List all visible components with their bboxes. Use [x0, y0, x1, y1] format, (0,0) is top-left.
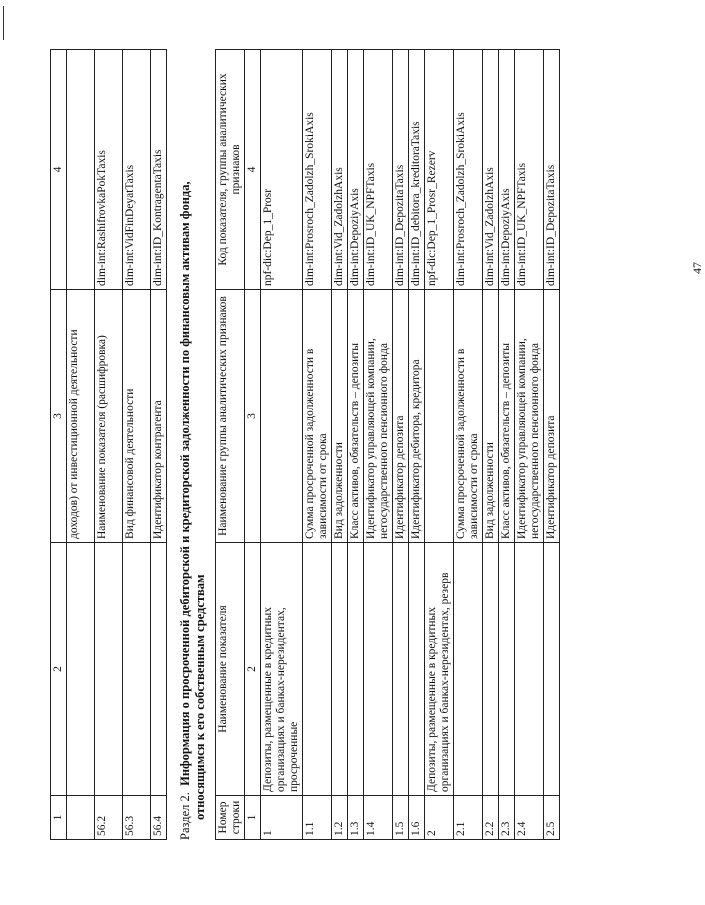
row-name: Депозиты, размещенные в кредитных организациях и банках-нерезидентах, резерв: [425, 543, 454, 796]
row-name: [364, 543, 393, 796]
row-group: Сумма просроченной задолженности в зависимости от срока: [454, 290, 483, 543]
row-number: 1.1: [303, 796, 332, 840]
row-name: [454, 543, 483, 796]
row-name: [515, 543, 544, 796]
row-number: 1.3: [348, 796, 364, 840]
table-row: [123, 50, 151, 840]
row-number: 2.5: [544, 796, 560, 840]
table-row: [499, 50, 515, 840]
row-number: 2: [425, 796, 454, 840]
row-code: dim-int:RashifrovkaPokTaxis: [95, 50, 123, 290]
table-row: [95, 50, 123, 840]
header-name: Наименование показателя: [216, 543, 245, 796]
row-group: Класс активов, обязательств – депозиты: [348, 290, 364, 543]
table-header-row: [51, 50, 67, 840]
continuation-table: [50, 49, 167, 840]
section-title-line2: относящимся к его собственным средствам: [193, 574, 207, 820]
table-row: [364, 50, 393, 840]
row-number: [67, 796, 95, 840]
row-name: Депозиты, размещенные в кредитных организациях и банках-нерезидентах, просроченные: [261, 543, 303, 796]
row-group: Идентификатор контрагента: [151, 290, 167, 543]
header-code: Код показателя, группы аналитических признаков: [216, 50, 245, 290]
row-code: npf-dic:Dep_1_Prosr: [261, 50, 303, 290]
table-row: [332, 50, 348, 840]
row-code: dim-int:ID_debitora_kreditoraTaxis: [409, 50, 425, 290]
table-row: [348, 50, 364, 840]
row-group: Вид финансовой деятельности: [123, 290, 151, 543]
table-row: [515, 50, 544, 840]
row-code: [67, 50, 95, 290]
row-code: dim-int:Prosroch_Zadolzh_SrokiAxis: [454, 50, 483, 290]
row-name: [393, 543, 409, 796]
row-number: 2.4: [515, 796, 544, 840]
col-number-4: 4: [245, 50, 261, 290]
row-group: [261, 290, 303, 543]
col-number-3: 3: [245, 290, 261, 543]
table-row: [303, 50, 332, 840]
row-code: dim-int:Vid_ZadolzhAxis: [332, 50, 348, 290]
row-code: dim-int:DepoziyAxis: [348, 50, 364, 290]
row-group: Идентификатор дебитора, кредитора: [409, 290, 425, 543]
section-prefix: Раздел 2.: [178, 792, 192, 840]
section-heading: [178, 40, 208, 840]
row-group: Идентификатор управляющей компании, негосударственного пенсионного фонда: [364, 290, 393, 543]
row-code: dim-int:Vid_ZadolzhAxis: [483, 50, 499, 290]
row-number: 1.6: [409, 796, 425, 840]
table-row: [393, 50, 409, 840]
row-group: Вид задолженности: [483, 290, 499, 543]
row-name: [544, 543, 560, 796]
col-number-2: 2: [51, 543, 67, 796]
row-group: Идентификатор управляющей компании, негосударственного пенсионного фонда: [515, 290, 544, 543]
table-row: [454, 50, 483, 840]
row-code: npf-dic:Dep_1_Prosr_Rezerv: [425, 50, 454, 290]
row-group: Идентификатор депозита: [544, 290, 560, 543]
row-code: dim-int:ID_UK_NPFTaxis: [515, 50, 544, 290]
row-group: Вид задолженности: [332, 290, 348, 543]
row-name: [499, 543, 515, 796]
col-number-1: 1: [51, 796, 67, 840]
row-name: [332, 543, 348, 796]
row-name: [67, 543, 95, 796]
row-number: 2.1: [454, 796, 483, 840]
row-code: dim-int:VidFinDeyatTaxis: [123, 50, 151, 290]
row-group: Наименование показателя (расшифровка): [95, 290, 123, 543]
row-number: 1.5: [393, 796, 409, 840]
row-group: [425, 290, 454, 543]
row-name: [95, 543, 123, 796]
row-name: [348, 543, 364, 796]
row-number: 1: [261, 796, 303, 840]
table-row: [409, 50, 425, 840]
table-row: [483, 50, 499, 840]
table-row: [544, 50, 560, 840]
row-code: dim-int:ID_KontragentaTaxis: [151, 50, 167, 290]
row-code: dim-int:ID_DepozitaTaxis: [544, 50, 560, 290]
row-code: dim-int:DepoziyAxis: [499, 50, 515, 290]
row-number: 56.4: [151, 796, 167, 840]
row-code: dim-int:Prosroch_Zadolzh_SrokiAxis: [303, 50, 332, 290]
section-title-line1: Информация о просроченной дебиторской и кредиторской задолженности по финансовым активам фонда,: [178, 181, 192, 786]
row-name: [303, 543, 332, 796]
col-number-2: 2: [245, 543, 261, 796]
row-number: 56.2: [95, 796, 123, 840]
column-numbers-row: [245, 50, 261, 840]
row-group: Класс активов, обязательств – депозиты: [499, 290, 515, 543]
row-name: [483, 543, 499, 796]
table-row: [261, 50, 303, 840]
row-group: доходов) от инвестиционной деятельности: [67, 290, 95, 543]
page-number: 47: [690, 262, 704, 274]
table-row: [151, 50, 167, 840]
row-group: Идентификатор депозита: [393, 290, 409, 543]
table-row: [67, 50, 95, 840]
col-number-4: 4: [51, 50, 67, 290]
row-code: dim-int:ID_DepozitaTaxis: [393, 50, 409, 290]
rotated-content: [0, 20, 704, 880]
header-number: Номер строки: [216, 796, 245, 840]
row-code: dim-int:ID_UK_NPFTaxis: [364, 50, 393, 290]
row-name: [151, 543, 167, 796]
row-number: 2.3: [499, 796, 515, 840]
row-name: [123, 543, 151, 796]
table-header-row: [216, 50, 245, 840]
row-number: 1.2: [332, 796, 348, 840]
col-number-3: 3: [51, 290, 67, 543]
row-group: Сумма просроченной задолженности в зависимости от срока: [303, 290, 332, 543]
header-group: Наименование группы аналитических признаков: [216, 290, 245, 543]
table-row: [425, 50, 454, 840]
section2-table: [215, 49, 560, 840]
row-name: [409, 543, 425, 796]
col-number-1: 1: [245, 796, 261, 840]
row-number: 56.3: [123, 796, 151, 840]
row-number: 2.2: [483, 796, 499, 840]
row-number: 1.4: [364, 796, 393, 840]
